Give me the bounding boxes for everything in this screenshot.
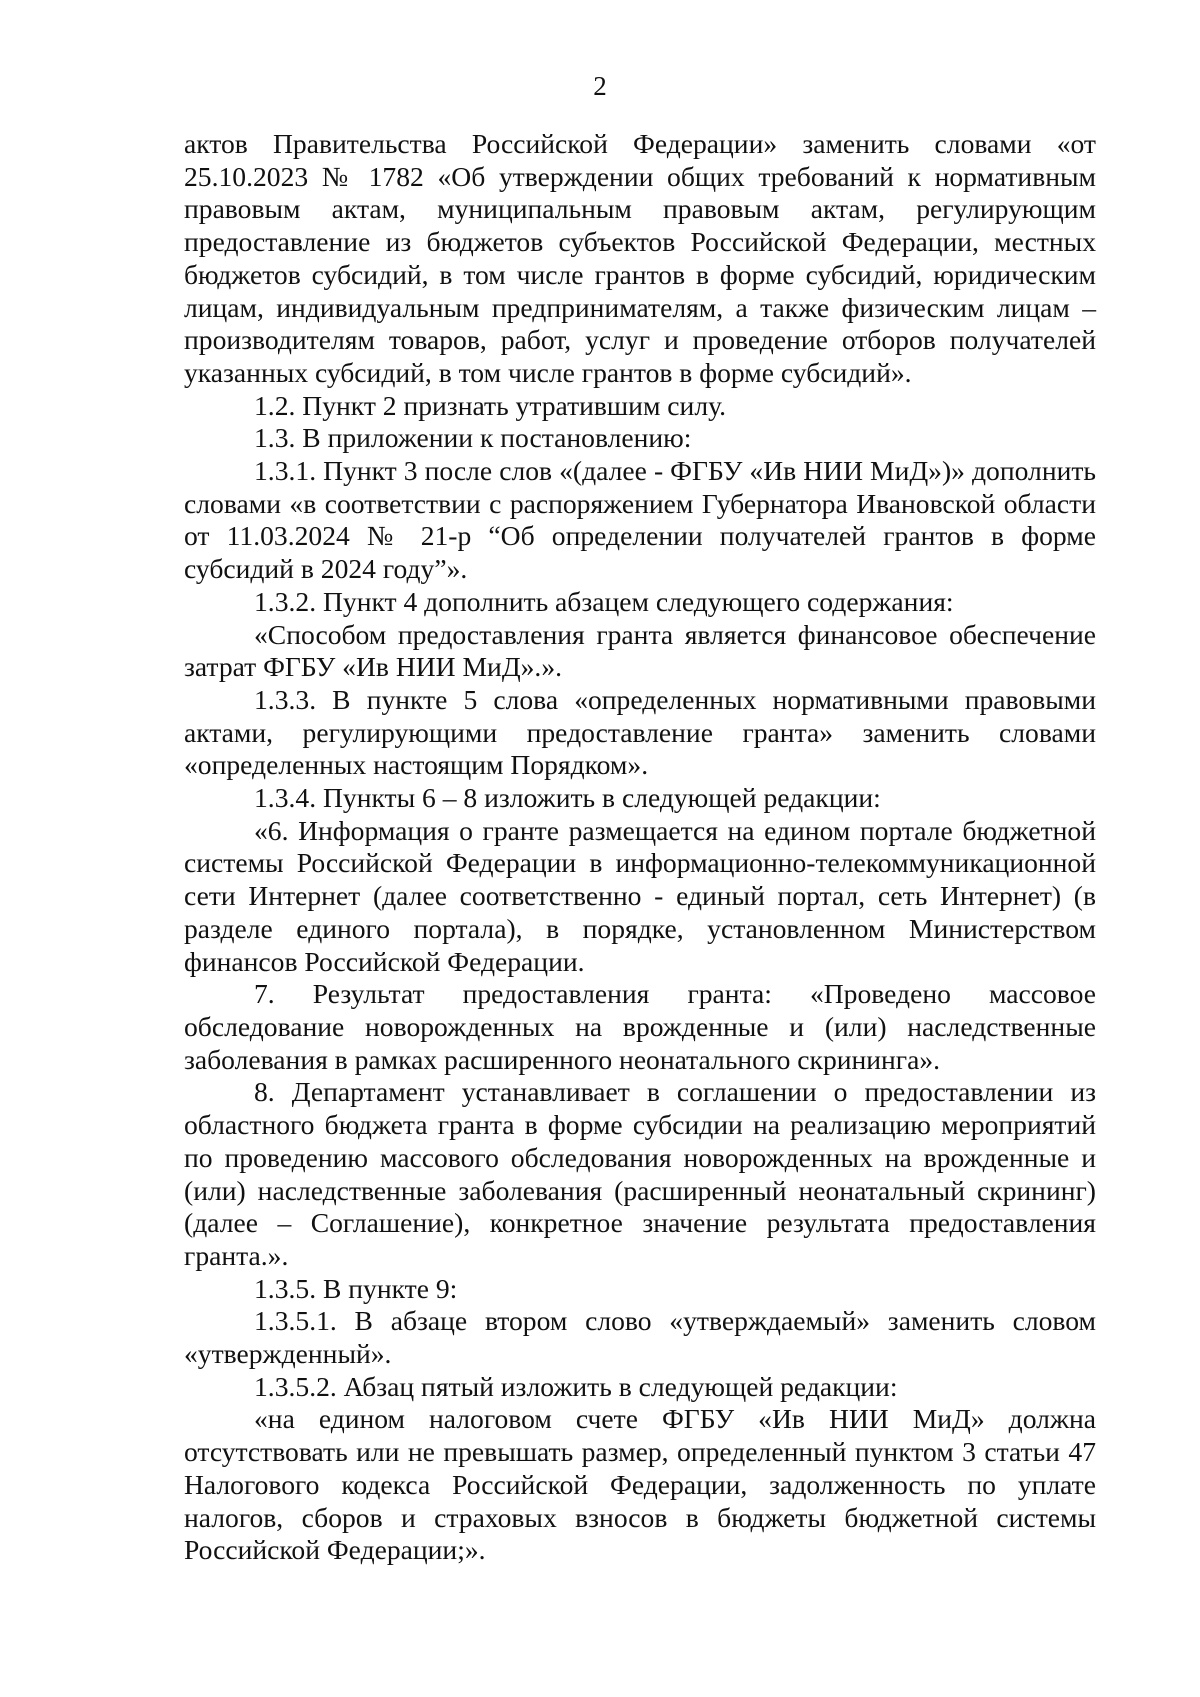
paragraph: «6. Информация о гранте размещается на едином портале бюджетной системы Российской Федерации в информационно-телекоммуникационной сети Интернет (далее соответственно - единый портал, сеть Интернет) (в разделе единого портала), в порядке, установленном Министерством финансов Российской Федерации. xyxy=(184,814,1096,977)
paragraph: 1.3.4. Пункты 6 – 8 изложить в следующей редакции: xyxy=(254,782,881,814)
paragraph: 1.3.5.2. Абзац пятый изложить в следующей редакции: xyxy=(254,1370,898,1402)
paragraph: 1.3. В приложении к постановлению: xyxy=(254,422,692,454)
paragraph: 1.3.3. В пункте 5 слова «определенных нормативными правовыми актами, регулирующими предоставление гранта» заменить словами «определенных настоящим Порядком». xyxy=(184,683,1096,781)
paragraph: 8. Департамент устанавливает в соглашении о предоставлении из областного бюджета гранта в форме субсидии на реализацию мероприятий по проведению массового обследования новорожденных на врожденные и (или) наследственные заболевания (расширенный неонатальный скрининг) (далее – Соглашение), конкретное значение результата предоставления гранта.». xyxy=(184,1076,1096,1271)
paragraph: актов Правительства Российской Федерации» заменить словами «от 25.10.2023 № 1782 «Об утверждении общих требований к нормативным правовым актам, муниципальным правовым актам, регулирующим предоставление из бюджетов субъектов Российской Федерации, местных бюджетов субсидий, в том числе грантов в форме субсидий, юридическим лицам, индивидуальным предпринимателям, а также физическим лицам – производителям товаров, работ, услуг и проведение отборов получателей указанных субсидий, в том числе грантов в форме субсидий». xyxy=(184,128,1096,388)
document-body xyxy=(184,128,1096,1567)
paragraph: «на едином налоговом счете ФГБУ «Ив НИИ МиД» должна отсутствовать или не превышать размер, определенный пунктом 3 статьи 47 Налогового кодекса Российской Федерации, задолженность по уплате налогов, сборов и страховых взносов в бюджеты бюджетной системы Российской Федерации;». xyxy=(184,1403,1096,1566)
page-number: 2 xyxy=(593,71,607,101)
paragraph: 1.2. Пункт 2 признать утратившим силу. xyxy=(254,389,727,421)
paragraph: 1.3.1. Пункт 3 после слов «(далее - ФГБУ «Ив НИИ МиД»)» дополнить словами «в соответствии с распоряжением Губернатора Ивановской области от 11.03.2024 № 21-р “Об определении получателей грантов в форме субсидий в 2024 году”». xyxy=(184,455,1096,585)
paragraph: «Способом предоставления гранта является финансовое обеспечение затрат ФГБУ «Ив НИИ МиД».». xyxy=(184,618,1096,683)
paragraph: 1.3.2. Пункт 4 дополнить абзацем следующего содержания: xyxy=(254,585,954,617)
paragraph: 1.3.5. В пункте 9: xyxy=(254,1272,458,1304)
paragraph: 1.3.5.1. В абзаце втором слово «утверждаемый» заменить словом «утвержденный». xyxy=(184,1305,1096,1370)
paragraph: 7. Результат предоставления гранта: «Проведено массовое обследование новорожденных на врожденные и (или) наследственные заболевания в рамках расширенного неонатального скрининга». xyxy=(184,978,1096,1075)
